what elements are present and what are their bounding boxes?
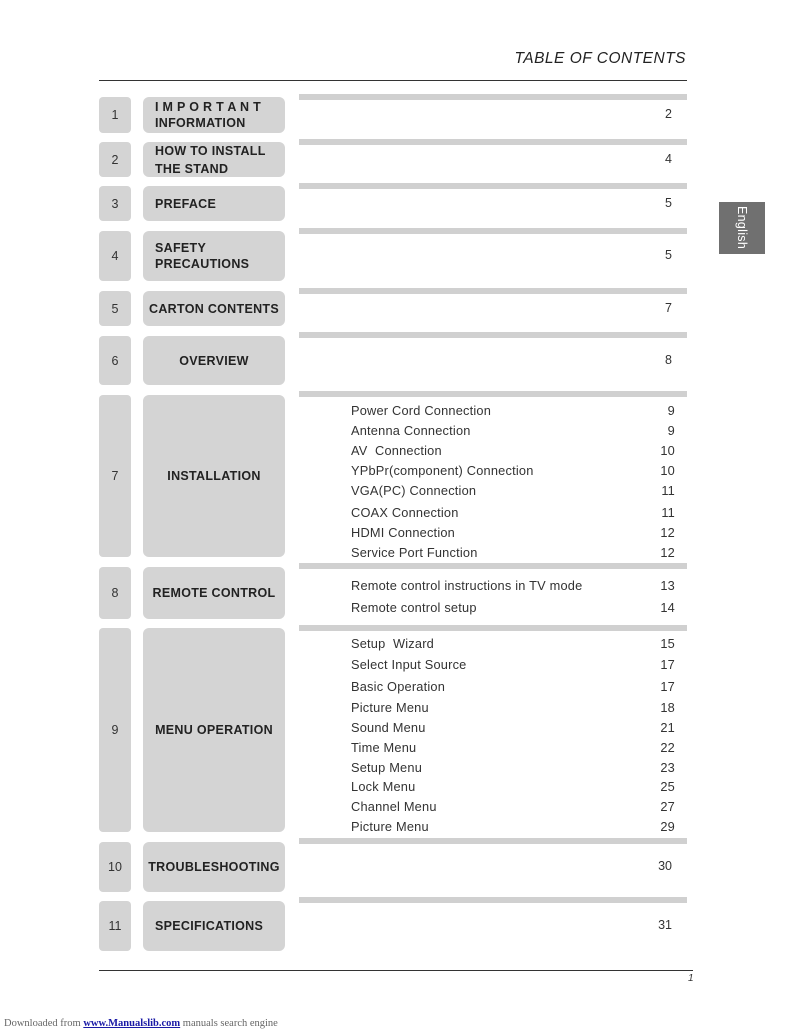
toc-entry-page: 29 bbox=[660, 819, 675, 834]
section-number[interactable]: 7 bbox=[99, 395, 131, 557]
toc-entry-page: 17 bbox=[660, 657, 675, 672]
toc-entry-label: Setup Wizard bbox=[351, 636, 434, 651]
toc-entry[interactable] bbox=[351, 679, 675, 694]
toc-entry-page: 18 bbox=[660, 700, 675, 715]
section-number[interactable]: 4 bbox=[99, 231, 131, 281]
section-number[interactable]: 10 bbox=[99, 842, 131, 892]
section-title-line: TROUBLESHOOTING bbox=[148, 860, 280, 874]
toc-entry[interactable] bbox=[351, 700, 675, 715]
section-title-text bbox=[148, 859, 280, 875]
section-page-number[interactable]: 5 bbox=[665, 248, 672, 262]
toc-entry-page: 9 bbox=[667, 423, 675, 438]
section-title-text bbox=[155, 240, 249, 272]
toc-entry[interactable] bbox=[351, 819, 675, 834]
section-title-line: PREFACE bbox=[155, 196, 217, 211]
section-title[interactable] bbox=[143, 142, 285, 177]
section-divider-bar bbox=[299, 897, 687, 903]
toc-entry-label: Power Cord Connection bbox=[351, 403, 492, 418]
toc-entry-label: Setup Menu bbox=[351, 760, 423, 775]
section-title-text bbox=[155, 196, 216, 212]
toc-entry-page: 21 bbox=[660, 720, 675, 735]
section-title-line: INSTALLATION bbox=[167, 469, 261, 483]
section-page-number[interactable]: 2 bbox=[665, 107, 672, 121]
toc-entry-page: 27 bbox=[660, 799, 675, 814]
section-divider-bar bbox=[299, 228, 687, 234]
toc-entry-label: Antenna Connection bbox=[351, 423, 471, 438]
section-title[interactable] bbox=[143, 97, 285, 133]
section-page-number[interactable]: 5 bbox=[665, 195, 672, 210]
section-divider-bar bbox=[299, 288, 687, 294]
toc-entry[interactable] bbox=[351, 403, 675, 418]
section-divider-bar bbox=[299, 391, 687, 397]
section-title-text bbox=[155, 722, 273, 738]
section-page-number[interactable]: 30 bbox=[658, 859, 672, 873]
toc-entry-label: Picture Menu bbox=[351, 700, 429, 715]
toc-entry-label: Service Port Function bbox=[351, 545, 478, 560]
toc-entry[interactable] bbox=[351, 760, 675, 775]
download-footer bbox=[4, 1018, 278, 1029]
toc-entry-page: 10 bbox=[660, 463, 675, 478]
section-number[interactable]: 1 bbox=[99, 97, 131, 133]
toc-entry-page: 10 bbox=[660, 443, 675, 458]
toc-entry[interactable] bbox=[351, 483, 675, 498]
page-title: TABLE OF CONTENTS bbox=[514, 50, 686, 67]
section-title-line: INFORMATION bbox=[155, 116, 246, 130]
toc-entry-page: 11 bbox=[661, 483, 675, 498]
section-page-number[interactable]: 7 bbox=[665, 300, 672, 315]
footer-prefix: Downloaded from bbox=[4, 1018, 84, 1029]
section-title-line: CARTON CONTENTS bbox=[149, 301, 279, 316]
section-number[interactable]: 2 bbox=[99, 142, 131, 177]
toc-entry-label: YPbPr(component) Connection bbox=[351, 463, 534, 478]
manualslib-link[interactable]: www.Manualslib.com bbox=[83, 1018, 181, 1029]
section-title-line: HOW TO INSTALL bbox=[155, 143, 266, 158]
section-divider-bar bbox=[299, 183, 687, 189]
toc-entry-page: 12 bbox=[660, 545, 675, 560]
toc-entry[interactable] bbox=[351, 443, 675, 458]
toc-entry-page: 13 bbox=[660, 578, 675, 593]
section-title[interactable] bbox=[143, 231, 285, 281]
toc-entry[interactable] bbox=[351, 779, 675, 794]
section-divider-bar bbox=[299, 94, 687, 100]
section-title[interactable] bbox=[143, 291, 285, 326]
toc-entry-label: Sound Menu bbox=[351, 720, 426, 735]
section-number[interactable]: 6 bbox=[99, 336, 131, 385]
toc-entry[interactable] bbox=[351, 720, 675, 735]
toc-entry[interactable] bbox=[351, 525, 675, 540]
section-title-line: MENU OPERATION bbox=[155, 723, 273, 737]
section-title[interactable] bbox=[143, 901, 285, 951]
page-number: 1 bbox=[688, 973, 694, 984]
section-title[interactable] bbox=[143, 395, 285, 557]
section-number[interactable]: 9 bbox=[99, 628, 131, 832]
toc-entry-label: Lock Menu bbox=[351, 779, 416, 794]
section-title-line: SAFETY bbox=[155, 241, 207, 255]
section-number[interactable]: 5 bbox=[99, 291, 131, 326]
section-page-number[interactable]: 4 bbox=[665, 151, 672, 166]
toc-entry-label: Channel Menu bbox=[351, 799, 437, 814]
section-title-text bbox=[153, 585, 276, 601]
toc-entry-page: 15 bbox=[660, 636, 675, 651]
toc-entry-label: COAX Connection bbox=[351, 505, 459, 520]
section-divider-bar bbox=[299, 838, 687, 844]
section-title-text bbox=[155, 918, 263, 934]
section-title-text bbox=[155, 142, 266, 178]
section-title[interactable] bbox=[143, 628, 285, 832]
toc-entry[interactable] bbox=[351, 505, 675, 520]
section-title-line: REMOTE CONTROL bbox=[152, 586, 276, 600]
footer-suffix: manuals search engine bbox=[180, 1018, 278, 1029]
toc-entry[interactable] bbox=[351, 463, 675, 478]
section-title-line: PRECAUTIONS bbox=[155, 257, 250, 271]
toc-entry[interactable] bbox=[351, 799, 675, 814]
toc-entry-page: 25 bbox=[660, 779, 675, 794]
section-title-text bbox=[167, 468, 260, 484]
toc-entry[interactable] bbox=[351, 636, 675, 651]
toc-entry-page: 12 bbox=[660, 525, 675, 540]
section-title-line: OVERVIEW bbox=[179, 353, 249, 368]
toc-entry[interactable] bbox=[351, 600, 675, 615]
toc-entry-page: 22 bbox=[660, 740, 675, 755]
toc-entry-label: Remote control setup bbox=[351, 600, 477, 615]
toc-entry[interactable] bbox=[351, 545, 675, 560]
section-title[interactable] bbox=[143, 842, 285, 892]
section-divider-bar bbox=[299, 332, 687, 338]
toc-entry[interactable] bbox=[351, 740, 675, 755]
section-title[interactable] bbox=[143, 336, 285, 385]
toc-entry-label: HDMI Connection bbox=[351, 525, 455, 540]
toc-entry-label: Basic Operation bbox=[351, 679, 446, 694]
section-number[interactable]: 3 bbox=[99, 186, 131, 221]
section-title-line: I M P O R T A N T bbox=[155, 100, 262, 114]
toc-entry-page: 11 bbox=[661, 505, 675, 520]
section-title[interactable] bbox=[143, 186, 285, 221]
top-rule bbox=[99, 80, 687, 81]
section-page-number[interactable]: 8 bbox=[665, 352, 672, 367]
language-tab-label: English bbox=[735, 206, 749, 250]
toc-entry[interactable] bbox=[351, 423, 675, 438]
section-title-text bbox=[149, 301, 279, 317]
toc-entry[interactable] bbox=[351, 657, 675, 672]
section-title-text bbox=[155, 99, 261, 131]
toc-entry-page: 17 bbox=[660, 679, 675, 694]
section-title-line: THE STAND bbox=[155, 161, 229, 176]
section-divider-bar bbox=[299, 625, 687, 631]
section-divider-bar bbox=[299, 139, 687, 145]
toc-entry-label: Remote control instructions in TV mode bbox=[351, 578, 583, 593]
toc-entry-page: 23 bbox=[660, 760, 675, 775]
section-page-number[interactable]: 31 bbox=[658, 918, 672, 932]
section-number[interactable]: 8 bbox=[99, 567, 131, 619]
bottom-rule bbox=[99, 970, 693, 971]
section-number[interactable]: 11 bbox=[99, 901, 131, 951]
section-title-text bbox=[179, 353, 249, 369]
toc-entry-page: 14 bbox=[660, 600, 675, 615]
toc-entry-label: VGA(PC) Connection bbox=[351, 483, 477, 498]
toc-entry-label: Time Menu bbox=[351, 740, 417, 755]
section-divider-bar bbox=[299, 563, 687, 569]
toc-entry-label: Select Input Source bbox=[351, 657, 467, 672]
language-tab[interactable] bbox=[719, 202, 765, 254]
section-title-line: SPECIFICATIONS bbox=[155, 919, 264, 933]
toc-entry-label: Picture Menu bbox=[351, 819, 429, 834]
toc-entry-page: 9 bbox=[667, 403, 675, 418]
section-title[interactable] bbox=[143, 567, 285, 619]
toc-entry[interactable] bbox=[351, 578, 675, 593]
toc-entry-label: AV Connection bbox=[351, 443, 442, 458]
